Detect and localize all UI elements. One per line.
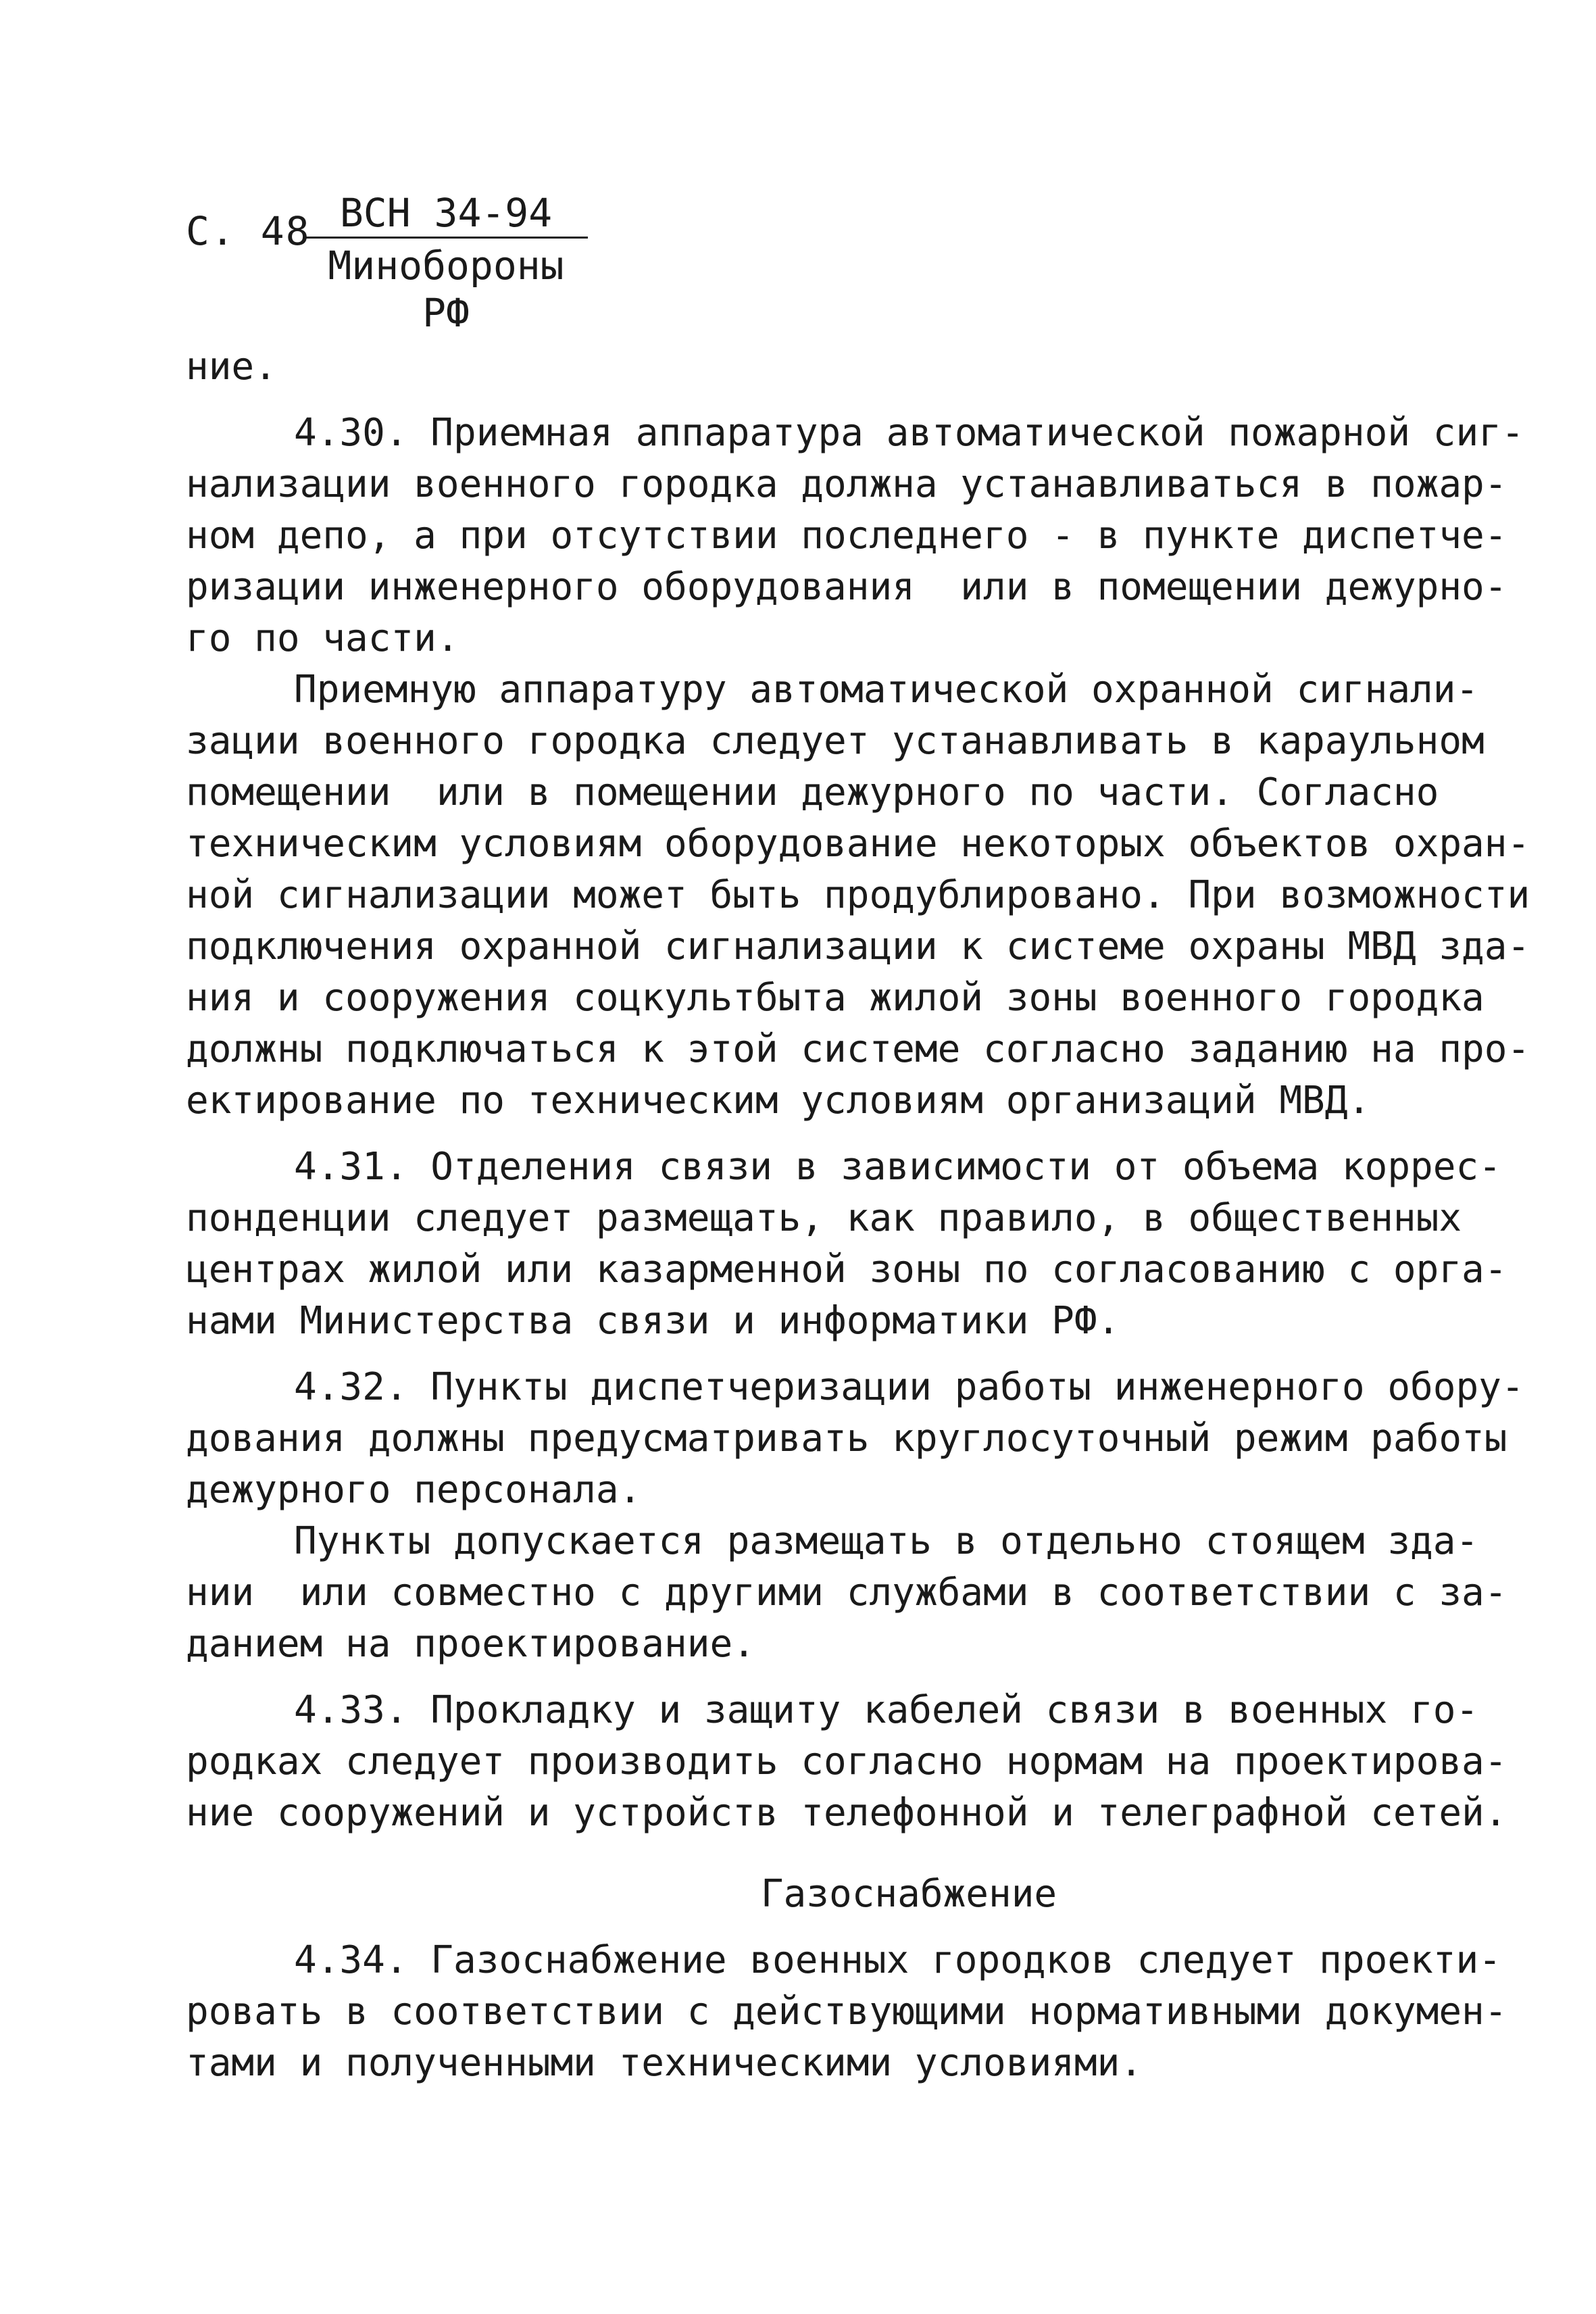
paragraph-line: дования должны предусматривать круглосуточный режим работы [186,1417,1507,1460]
paragraph-4-30-security [186,664,1530,1127]
paragraph-line: центрах жилой или казарменной зоны по согласованию с орга- [186,1248,1507,1291]
paragraph-line: го по части. [186,616,459,660]
page-header [186,182,794,336]
paragraph-4-32-placement [186,1516,1507,1670]
paragraph-line: ектирование по техническим условиям организаций МВД. [186,1079,1371,1123]
paragraph-line: 4.33. Прокладку и защиту кабелей связи в военных го- [294,1688,1479,1732]
document-code: ВСН 34-94 [304,189,588,239]
paragraph-line: ризации инженерного оборудования или в помещении дежурно- [186,565,1507,609]
continuation-line: ние. [186,345,277,389]
paragraph-line: 4.32. Пункты диспетчеризации работы инженерного обору- [294,1365,1524,1409]
paragraph-line: данием на проектирование. [186,1622,755,1666]
document-organization: Минобороны РФ [328,243,564,336]
paragraph-line: дежурного персонала. [186,1468,642,1512]
paragraph-4-31 [186,1141,1507,1347]
paragraph-line: нии или совместно с другими службами в соответствии с за- [186,1571,1507,1615]
paragraph-line: ния и сооружения соцкультбыта жилой зоны военного городка [186,976,1485,1020]
paragraph-line: техническим условиям оборудование некоторых объектов охран- [186,822,1530,866]
paragraph-line: подключения охранной сигнализации к системе охраны МВД зда- [186,925,1530,968]
paragraph-line: ровать в соответствии с действующими нормативными докумен- [186,1990,1507,2034]
paragraph-4-33 [186,1685,1507,1839]
paragraph-line: нами Министерства связи и информатики РФ. [186,1299,1120,1343]
paragraph-4-30 [186,408,1524,664]
paragraph-line: должны подключаться к этой системе согласно заданию на про- [186,1027,1530,1071]
paragraph-line: ном депо, а при отсутствии последнего - в пункте диспетче- [186,514,1507,558]
paragraph-line: Пункты допускается размещать в отдельно стоящем зда- [294,1519,1479,1563]
paragraph-4-34 [186,1935,1507,2089]
body-text [186,341,1530,2089]
page-number: С. 48 [186,208,311,254]
section-heading: Газоснабжение [760,1872,1057,1916]
paragraph-line: 4.31. Отделения связи в зависимости от объема коррес- [294,1145,1501,1189]
paragraph-line: понденции следует размещать, как правило, в общественных [186,1196,1462,1240]
paragraph-line: родках следует производить согласно нормам на проектирова- [186,1740,1507,1783]
paragraph-line: 4.30. Приемная аппаратура автоматической пожарной сиг- [294,411,1524,455]
paragraph-line: ной сигнализации может быть продублировано. При возможности [186,873,1530,917]
paragraph-4-32 [186,1362,1524,1516]
paragraph-line: тами и полученными техническими условиями. [186,2041,1143,2085]
paragraph-line: помещении или в помещении дежурного по части. Согласно [186,770,1439,814]
paragraph-line: 4.34. Газоснабжение военных городков следует проекти- [294,1938,1501,1982]
paragraph-line: Приемную аппаратуру автоматической охранной сигнали- [294,668,1479,712]
paragraph-line: зации военного городка следует устанавливать в караульном [186,719,1485,763]
paragraph-line: ние сооружений и устройств телефонной и телеграфной сетей. [186,1791,1507,1835]
paragraph-line: нализации военного городка должна устанавливаться в пожар- [186,462,1507,506]
